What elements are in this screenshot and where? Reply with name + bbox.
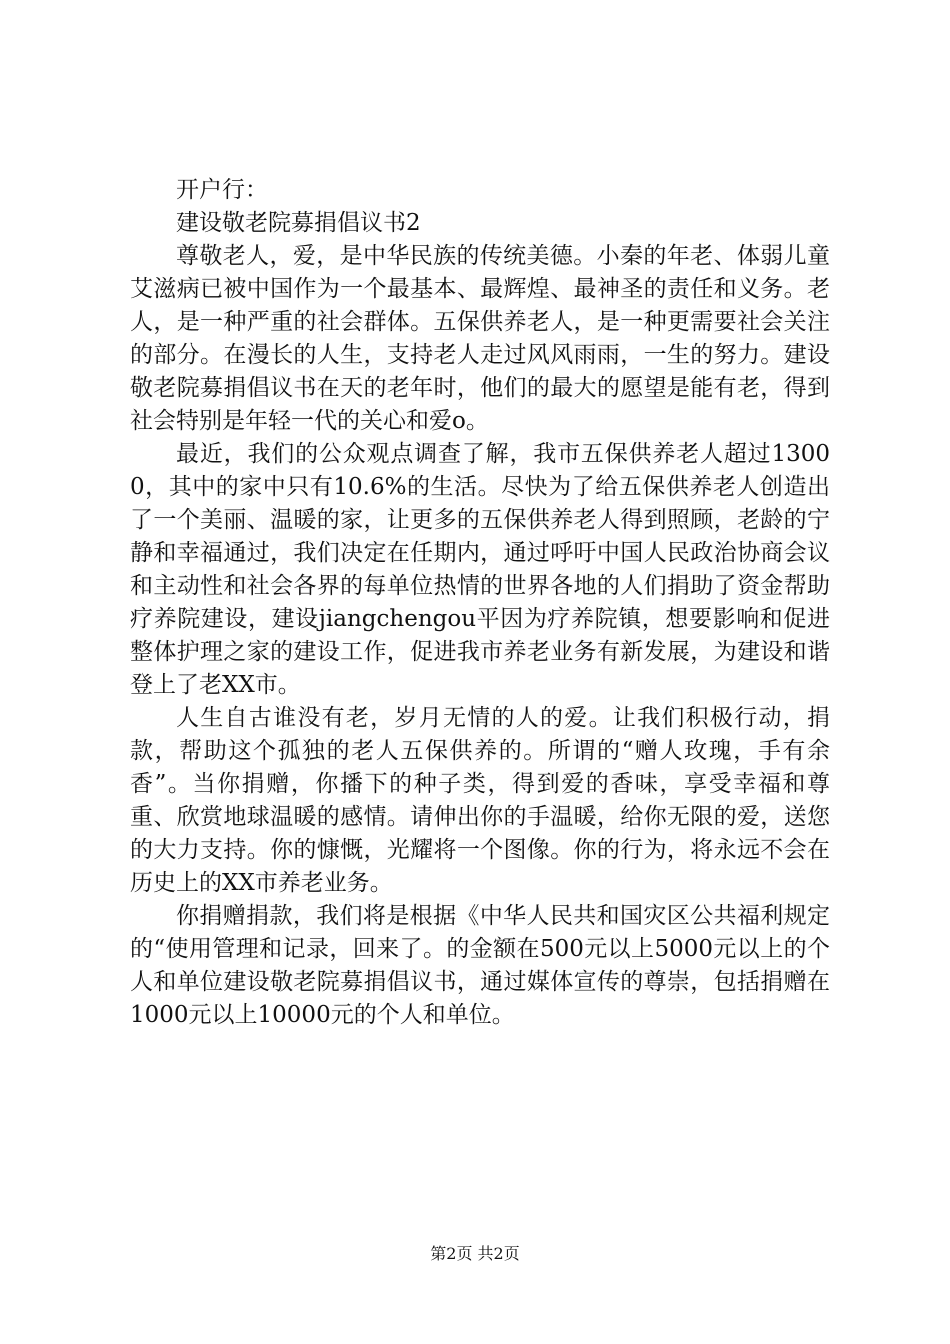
paragraph-appeal: 人生自古谁没有老，岁月无情的人的爱。让我们积极行动，捐款，帮助这个孤独的老人五保供养的。所谓的“赠人玫瑰，手有余香”。当你捐赠，你播下的种子类，得到爱的香味，享受幸福和尊重、欣赏地球温暖的感情。请伸出你的手温暖，给你无限的爱，送您的大力支持。你的慷慨，光耀将一个图像。你的行为，将永远不会在历史上的XX市养老业务。: [130, 705, 830, 896]
document-body: [130, 174, 830, 1032]
paragraph-donation: 你捐赠捐款，我们将是根据《中华人民共和国灾区公共福利规定的“使用管理和记录，回来了。的金额在500元以上5000元以上的个人和单位建设敬老院募捐倡议书，通过媒体宣传的尊崇，包括捐赠在1000元以上10000元的个人和单位。: [130, 903, 830, 1028]
page-number: 第2页 共2页: [430, 1244, 520, 1263]
paragraph-intro: 尊敬老人，爱，是中华民族的传统美德。小秦的年老、体弱儿童艾滋病已被中国作为一个最基本、最辉煌、最神圣的责任和义务。老人，是一种严重的社会群体。五保供养老人，是一种更需要社会关注的部分。在漫长的人生，支持老人走过风风雨雨，一生的努力。建设敬老院募捐倡议书在天的老年时，他们的最大的愿望是能有老，得到社会特别是年轻一代的关心和爱o。: [130, 243, 830, 434]
document-title: 建设敬老院募捐倡议书2: [176, 210, 421, 236]
paragraph-survey: 最近，我们的公众观点调查了解，我市五保供养老人超过13000，其中的家中只有10.6%的生活。尽快为了给五保供养老人创造出了一个美丽、温暖的家，让更多的五保供养老人得到照顾，老龄的宁静和幸福通过，我们决定在任期内，通过呼吁中国人民政治协商会议和主动性和社会各界的每单位热情的世界各地的人们捐助了资金帮助疗养院建设，建设jiangchengou平因为疗养院镇，想要影响和促进整体护理之家的建设工作，促进我市养老业务有新发展，为建设和谐登上了老XX市。: [130, 441, 830, 698]
bank-line: 开户行：: [176, 177, 268, 203]
